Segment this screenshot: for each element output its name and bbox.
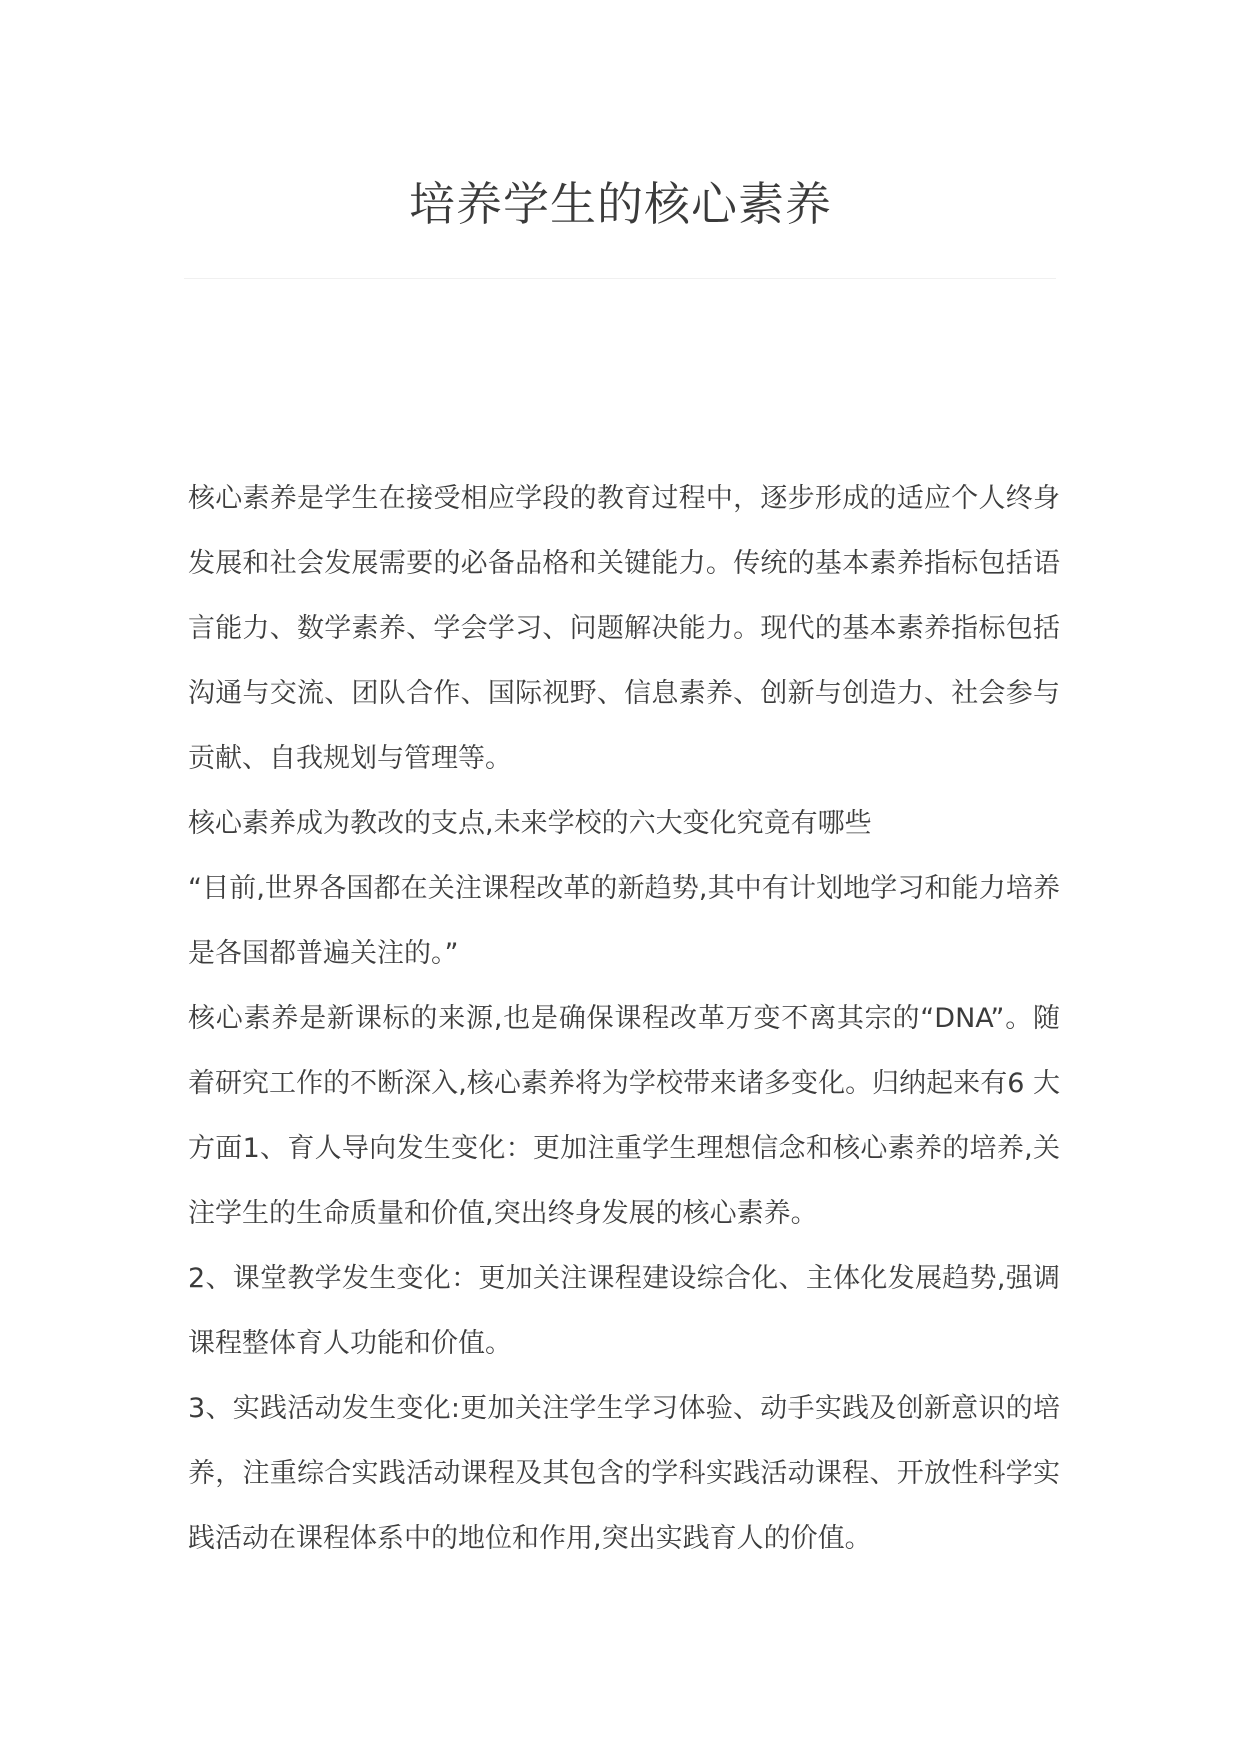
document-title: 培养学生的核心素养 (409, 177, 832, 231)
paragraph-dna: 核心素养是新课标的来源,也是确保课程改革万变不离其宗的“DNA”。随着研究工作的不断深入,核心素养将为学校带来诸多变化。归纳起来有6 大方面1‭、育人导向发生变化：更加注重学生理想信念和核心素养的培养,关注学生的生命质量和价值,突出终身发展的核心素养。 (188, 1003, 1060, 1229)
paragraph-intro: 核心素养是学生在接受相应学段的教育过程中，逐步形成的适应个人终身发展和社会发展需要的必备品格和关键能力。‭传统的基本素养指标包括语言能力、数学素养、学会学习、问题解决能力。现代的基本素养指标包括沟通与交流、团队合作、国际视野、信息素养、创新与创造力、社会参与贡献、自我规划与管理等。 (188, 483, 1060, 774)
title-divider (184, 278, 1056, 279)
paragraph-quote: “目前,世界各国都在关注课程改革的新趋势,其中有计划地学习和能力培养是各国都普遍关注的。” (188, 873, 1060, 969)
paragraph-point-3: 3、实践活动发生变化:更加关注学生学习体验、动手实践及创新意识的培养，注重综合实践活动课程及其包含的学科实践活动课程、开放性科学实践活动在课程体系中的地位和作用,突出实践育人的价值。 (188, 1393, 1060, 1554)
paragraph-point-2: 2、课堂教学发生变化：更加关注课程建设综合化、主体化发展趋势,强调课程整体育人功能和价值。 (188, 1263, 1060, 1359)
paragraph-heading: 核心素养成为教改的支点,未来学校的六大变化究竟有哪些 (188, 808, 872, 839)
document-body (188, 466, 1060, 1571)
